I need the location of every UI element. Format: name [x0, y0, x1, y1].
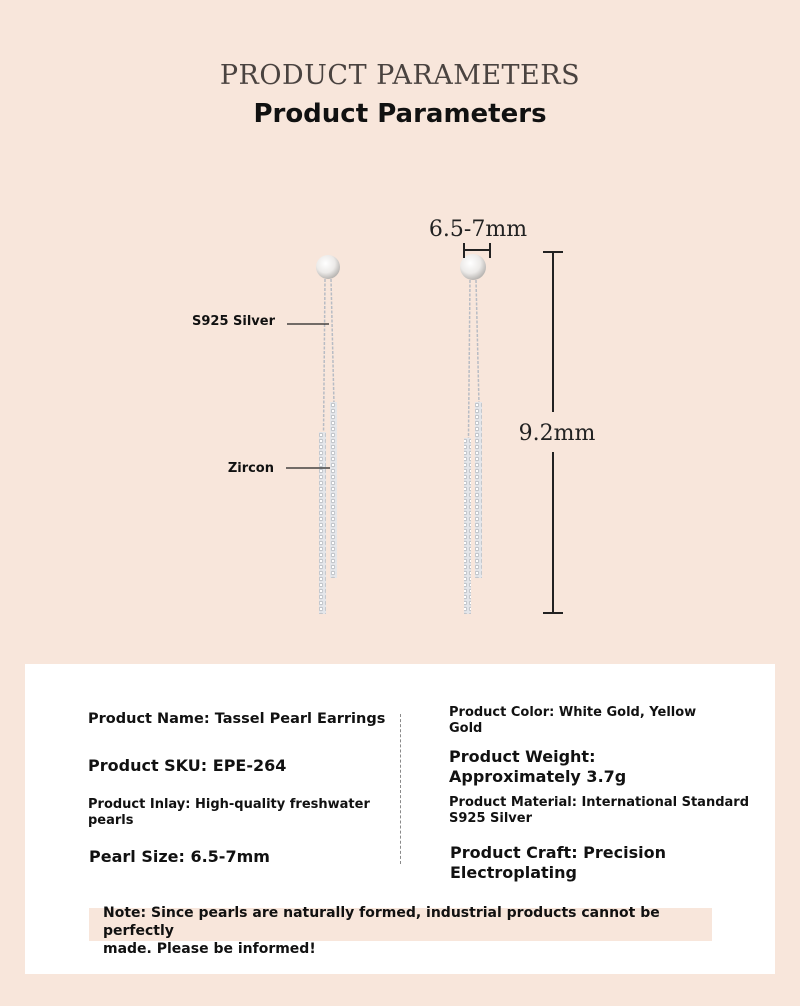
earring-diagram — [0, 150, 800, 630]
note-box — [89, 905, 712, 958]
param-material: Product Material: International Standard S925 Silver — [449, 795, 750, 827]
pearl-width-dimension — [429, 217, 527, 258]
param-name: Product Name: Tassel Pearl Earrings — [88, 711, 386, 727]
right-zircon-strand-1 — [475, 402, 482, 578]
param-inlay: Product Inlay: High-quality freshwater pearls — [88, 797, 370, 829]
left-earring — [192, 255, 340, 614]
left-chain-2 — [331, 279, 334, 405]
label-silver: S925 Silver — [191, 314, 275, 329]
column-divider — [400, 714, 401, 864]
left-zircon-strand-1 — [330, 402, 337, 578]
param-color: Product Color: White Gold, Yellow Gold — [449, 705, 697, 737]
param-pearl-size: Pearl Size: 6.5-7mm — [89, 847, 270, 866]
left-pearl — [316, 255, 340, 279]
left-zircon-strand-2 — [319, 432, 326, 614]
note-text: Note: Since pearls are naturally formed, industrial products cannot be perfectly made. Please be informed! — [103, 905, 660, 958]
pearl-size-label: 6.5-7mm — [428, 217, 528, 242]
length-label: 9.2mm — [518, 421, 596, 446]
param-sku: Product SKU: EPE-264 — [88, 756, 287, 775]
param-craft: Product Craft: Precision Electroplating — [450, 843, 666, 882]
label-zircon: Zircon — [227, 461, 274, 476]
right-earring — [460, 254, 486, 614]
right-zircon-strand-2 — [464, 438, 471, 614]
page-title-serif: PRODUCT PARAMETERS — [219, 60, 581, 91]
page-title: Product Parameters — [253, 99, 547, 129]
param-weight: Product Weight: Approximately 3.7g — [449, 747, 627, 786]
right-chain-2 — [476, 280, 479, 405]
length-dimension — [519, 252, 596, 613]
